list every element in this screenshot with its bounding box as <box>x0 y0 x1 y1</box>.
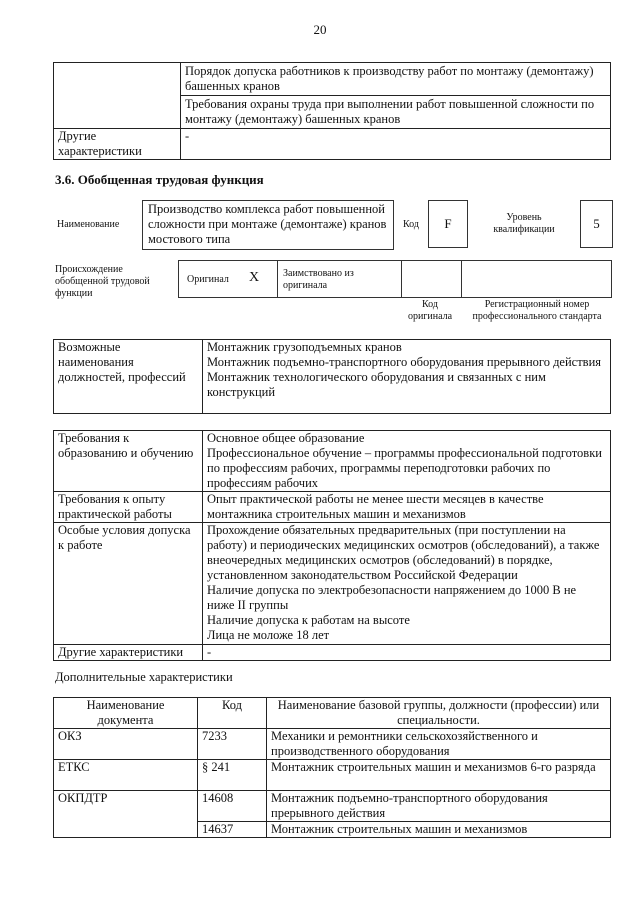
table-row <box>54 822 611 838</box>
positions-label: Возможные наименования должностей, профессий <box>54 340 203 414</box>
origin-row <box>178 260 612 298</box>
table-row <box>54 63 611 129</box>
position-item: Монтажник подъемно-транспортного оборудования прерывного действия <box>207 355 602 369</box>
top-row-item: Требования охраны труда при выполнении работ повышенной сложности по монтажу (демонтажу) башенных кранов <box>185 97 595 126</box>
reg-number-caption: Регистрационный номер профессионального стандарта <box>472 299 602 322</box>
req-item: Наличие допуска по электробезопасности напряжением до 1000 В не ниже II группы <box>207 583 577 612</box>
row-name: Монтажник строительных машин и механизмов <box>267 822 611 838</box>
additional-table <box>53 697 611 838</box>
req-label: Требования к образованию и обучению <box>54 431 203 492</box>
table-row <box>54 431 611 492</box>
row-doc: ОКЗ <box>54 729 198 760</box>
req-item: Прохождение обязательных предварительных (при поступлении на работу) и периодических медицинских осмотров (обследований), а также внеочередных медицинских осмотров (обследований) в порядке, установленном законодательством Российской Федерации <box>207 523 600 582</box>
row-name: Механики и ремонтники сельскохозяйственного и производственного оборудования <box>267 729 611 760</box>
origin-divider <box>401 261 402 297</box>
row-name: Монтажник строительных машин и механизмов 6-го разряда <box>267 760 611 791</box>
table-row <box>54 698 611 729</box>
origin-divider <box>461 261 462 297</box>
table-row <box>54 340 611 414</box>
table-row <box>54 492 611 523</box>
level-box <box>580 200 613 248</box>
code-label: Код <box>403 219 419 230</box>
row-name: Монтажник подъемно-транспортного оборудования прерывного действия <box>267 791 611 822</box>
code-box <box>428 200 468 248</box>
table-row <box>54 760 611 791</box>
section-title: 3.6. Обобщенная трудовая функция <box>55 172 264 187</box>
top-row-item: Порядок допуска работников к производству работ по монтажу (демонтажу) башенных кранов <box>181 63 610 96</box>
function-name: Производство комплекса работ повышенной сложности при монтаже (демонтаже) кранов мостового типа <box>148 202 387 246</box>
req-item: Основное общее образование <box>207 431 365 445</box>
borrowed-label: Заимствовано из оригинала <box>283 268 354 291</box>
code-original-caption: Код оригинала <box>407 299 453 322</box>
row-code: 14608 <box>198 791 267 822</box>
header-code: Код <box>198 698 267 729</box>
header-name: Наименование базовой группы, должности (профессии) или специальности. <box>267 698 611 729</box>
table-row <box>54 523 611 645</box>
origin-label: Происхождение обобщенной трудовой функции <box>55 264 150 299</box>
row-doc: ЕТКС <box>54 760 198 791</box>
top-table <box>53 62 611 160</box>
level-label: Уровень квалификации <box>493 212 555 235</box>
req-label: Особые условия допуска к работе <box>54 523 203 645</box>
table-row <box>54 791 611 822</box>
row-doc: ОКПДТР <box>54 791 198 822</box>
origin-divider <box>277 261 278 297</box>
top-row-label <box>54 63 181 129</box>
row-code: 14637 <box>198 822 267 838</box>
table-row <box>54 645 611 661</box>
req-item: Профессиональное обучение – программы профессиональной подготовки по профессиям рабочих, программы переподготовки рабочих по профессиям рабочих <box>207 446 602 490</box>
row-code: 7233 <box>198 729 267 760</box>
header-doc: Наименование документа <box>54 698 198 729</box>
function-name-box <box>142 200 394 250</box>
position-item: Монтажник грузоподъемных кранов <box>207 340 402 354</box>
original-mark: X <box>249 270 260 285</box>
req-label: Другие характеристики <box>54 645 203 661</box>
additional-title: Дополнительные характеристики <box>55 670 233 684</box>
original-label: Оригинал <box>187 274 229 285</box>
req-label: Требования к опыту практической работы <box>54 492 203 523</box>
top-row-value: - <box>181 129 611 160</box>
requirements-table <box>53 430 611 661</box>
req-item: Опыт практической работы не менее шести месяцев в качестве монтажника строительных машин и механизмов <box>207 492 544 521</box>
row-code: § 241 <box>198 760 267 791</box>
name-label: Наименование <box>57 219 120 230</box>
req-item: Наличие допуска к работам на высоте <box>207 613 410 627</box>
table-row <box>54 129 611 160</box>
positions-table <box>53 339 611 414</box>
position-item: Монтажник технологического оборудования и связанных с ним конструкций <box>207 370 546 399</box>
table-row <box>54 729 611 760</box>
level-value: 5 <box>593 216 600 231</box>
page-number: 20 <box>313 22 327 37</box>
top-row-label: Другие характеристики <box>54 129 181 160</box>
req-item: - <box>207 645 212 659</box>
req-item: Лица не моложе 18 лет <box>207 628 330 642</box>
row-doc <box>54 822 198 838</box>
code-value: F <box>444 216 452 231</box>
